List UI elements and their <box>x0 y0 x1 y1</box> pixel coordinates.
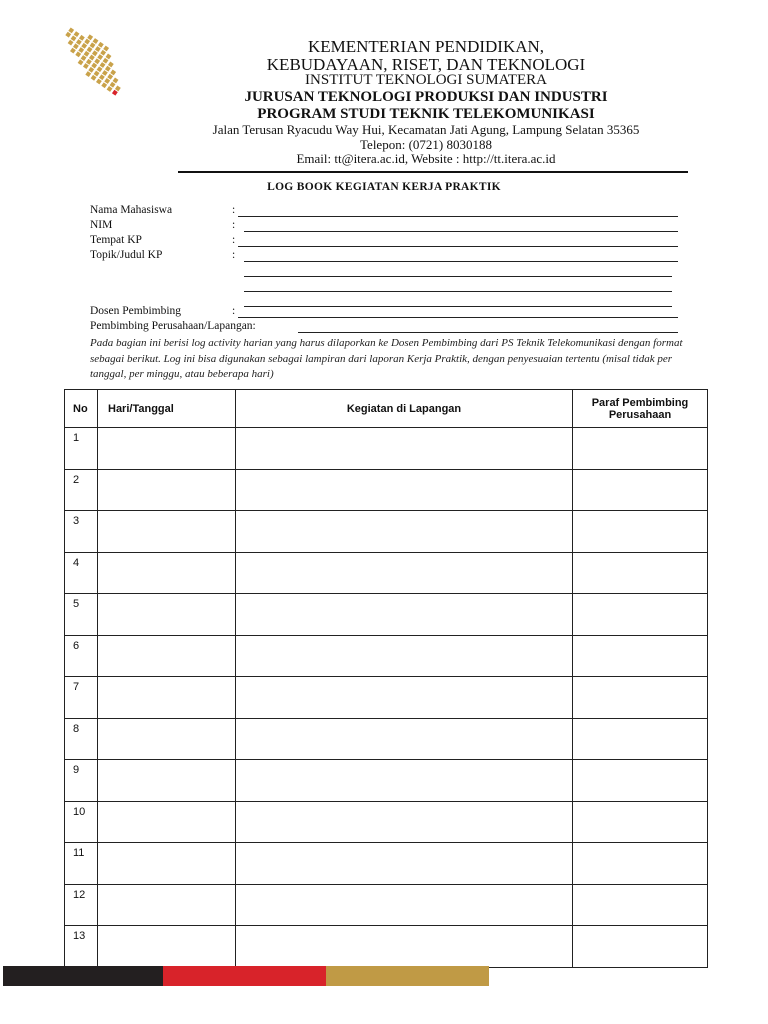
date-cell[interactable] <box>98 469 236 511</box>
tempat-label: Tempat KP <box>90 234 142 246</box>
header-date: Hari/Tanggal <box>98 390 236 428</box>
instruction-note: Pada bagian ini berisi log activity harian yang harus dilaporkan ke Dosen Pembimbing dari PS Teknik Telekomunikasi dengan format sebagai berikut. Log ini bisa digunakan sebagai lampiran dari laporan Kerja Praktik, dengan penyesuaian tertentu (misal tidak per tanggal, per minggu, atau beberapa hari) <box>90 337 683 380</box>
date-cell[interactable] <box>98 718 236 760</box>
row-number: 5 <box>65 594 98 636</box>
row-number: 6 <box>65 635 98 677</box>
header-signature-line-1: Paraf Pembimbing <box>591 396 689 409</box>
topik-field-line-2[interactable] <box>244 276 672 277</box>
table-row <box>65 594 708 636</box>
activity-cell[interactable] <box>236 428 573 470</box>
table-row <box>65 552 708 594</box>
table-row <box>65 635 708 677</box>
tempat-field-line[interactable] <box>238 246 678 247</box>
pembimbing-label: Pembimbing Perusahaan/Lapangan: <box>90 320 256 332</box>
table-row <box>65 884 708 926</box>
footer-bar-red <box>163 966 326 986</box>
date-cell[interactable] <box>98 594 236 636</box>
activity-cell[interactable] <box>236 594 573 636</box>
row-number: 11 <box>65 843 98 885</box>
activity-cell[interactable] <box>236 926 573 968</box>
signature-cell[interactable] <box>573 469 708 511</box>
table-row <box>65 428 708 470</box>
topik-field-line-4[interactable] <box>244 306 672 307</box>
date-cell[interactable] <box>98 511 236 553</box>
row-number: 3 <box>65 511 98 553</box>
nama-label: Nama Mahasiswa <box>90 204 173 216</box>
address-line: Jalan Terusan Ryacudu Way Hui, Kecamatan Jati Agung, Lampung Selatan 35365 <box>212 122 640 137</box>
signature-cell[interactable] <box>573 594 708 636</box>
row-number: 1 <box>65 428 98 470</box>
activity-cell[interactable] <box>236 677 573 719</box>
activity-cell[interactable] <box>236 843 573 885</box>
date-cell[interactable] <box>98 884 236 926</box>
table-header-row <box>65 390 708 428</box>
signature-cell[interactable] <box>573 552 708 594</box>
signature-cell[interactable] <box>573 511 708 553</box>
topik-field-line-1[interactable] <box>244 261 678 262</box>
topik-colon: : <box>232 249 236 261</box>
signature-cell[interactable] <box>573 926 708 968</box>
nama-field-line[interactable] <box>238 216 678 217</box>
activity-cell[interactable] <box>236 801 573 843</box>
table-row <box>65 926 708 968</box>
topik-field-line-3[interactable] <box>244 291 672 292</box>
nim-label: NIM <box>90 219 113 231</box>
row-number: 8 <box>65 718 98 760</box>
header-no: No <box>65 390 98 428</box>
footer-bar-black <box>3 966 163 986</box>
contact-line: Email: tt@itera.ac.id, Website : http://tt.itera.ac.id <box>296 151 556 166</box>
row-number: 2 <box>65 469 98 511</box>
signature-cell[interactable] <box>573 718 708 760</box>
date-cell[interactable] <box>98 552 236 594</box>
date-cell[interactable] <box>98 801 236 843</box>
ministry-line-1: KEMENTERIAN PENDIDIKAN, <box>307 37 545 56</box>
topik-label: Topik/Judul KP <box>90 249 163 261</box>
table-row <box>65 843 708 885</box>
tempat-colon: : <box>232 234 236 246</box>
activity-cell[interactable] <box>236 469 573 511</box>
nim-field-line[interactable] <box>244 231 678 232</box>
dosen-label: Dosen Pembimbing <box>90 305 182 317</box>
nama-colon: : <box>232 204 236 216</box>
signature-cell[interactable] <box>573 428 708 470</box>
row-number: 13 <box>65 926 98 968</box>
signature-cell[interactable] <box>573 801 708 843</box>
dosen-colon: : <box>232 305 236 317</box>
activity-cell[interactable] <box>236 635 573 677</box>
date-cell[interactable] <box>98 428 236 470</box>
date-cell[interactable] <box>98 635 236 677</box>
date-cell[interactable] <box>98 677 236 719</box>
document-title: LOG BOOK KEGIATAN KERJA PRAKTIK <box>267 181 501 193</box>
activity-cell[interactable] <box>236 760 573 802</box>
nim-colon: : <box>232 219 236 231</box>
row-number: 12 <box>65 884 98 926</box>
institute-name: INSTITUT TEKNOLOGI SUMATERA <box>305 72 547 88</box>
table-row <box>65 718 708 760</box>
activity-cell[interactable] <box>236 552 573 594</box>
table-row <box>65 469 708 511</box>
signature-cell[interactable] <box>573 843 708 885</box>
header-signature-line-2: Perusahaan <box>608 408 672 421</box>
activity-cell[interactable] <box>236 511 573 553</box>
date-cell[interactable] <box>98 760 236 802</box>
signature-cell[interactable] <box>573 677 708 719</box>
dosen-field-line[interactable] <box>238 317 678 318</box>
date-cell[interactable] <box>98 843 236 885</box>
header-signature <box>573 390 708 428</box>
table-row <box>65 801 708 843</box>
signature-cell[interactable] <box>573 635 708 677</box>
program-name: PROGRAM STUDI TEKNIK TELEKOMUNIKASI <box>257 106 595 122</box>
log-table <box>64 389 708 968</box>
phone-line: Telepon: (0721) 8030188 <box>360 137 492 152</box>
department-name: JURUSAN TEKNOLOGI PRODUKSI DAN INDUSTRI <box>244 89 608 105</box>
table-row <box>65 760 708 802</box>
pembimbing-field-line[interactable] <box>298 332 678 333</box>
signature-cell[interactable] <box>573 884 708 926</box>
row-number: 4 <box>65 552 98 594</box>
ministry-line-2: KEBUDAYAAN, RISET, DAN TEKNOLOGI <box>266 55 586 74</box>
row-number: 10 <box>65 801 98 843</box>
letterhead-divider <box>178 171 688 173</box>
table-row <box>65 511 708 553</box>
activity-cell[interactable] <box>236 884 573 926</box>
header-activity: Kegiatan di Lapangan <box>236 390 573 428</box>
row-number: 9 <box>65 760 98 802</box>
footer-bar-gold <box>326 966 489 986</box>
table-row <box>65 677 708 719</box>
row-number: 7 <box>65 677 98 719</box>
activity-cell[interactable] <box>236 718 573 760</box>
date-cell[interactable] <box>98 926 236 968</box>
signature-cell[interactable] <box>573 760 708 802</box>
